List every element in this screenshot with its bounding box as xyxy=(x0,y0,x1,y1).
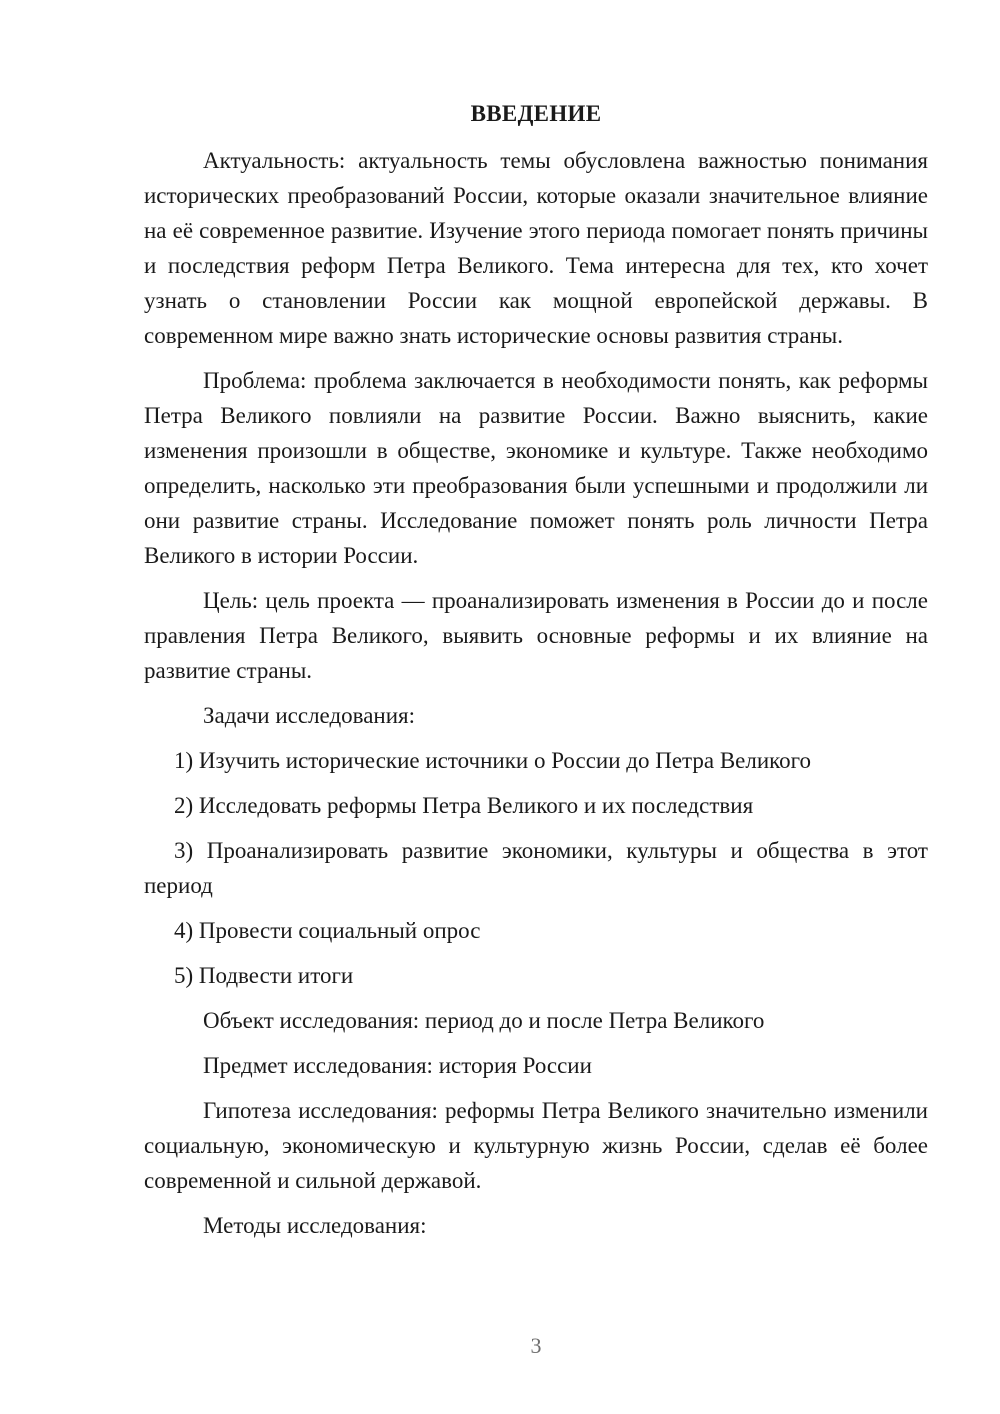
task-item-4: 4) Провести социальный опрос xyxy=(174,918,481,943)
problem-paragraph: Проблема: проблема заключается в необходимости понять, как реформы Петра Великого повлияли на развитие России. Важно выяснить, какие изменения произошли в обществе, экономике и культуре. Также необходимо определить, насколько эти преобразования были успешными и продолжили ли они развитие страны. Исследование поможет понять роль личности Петра Великого в истории России. xyxy=(144,368,928,568)
page-number: 3 xyxy=(530,1333,542,1358)
task-item-1: 1) Изучить исторические источники о России до Петра Великого xyxy=(174,748,812,773)
page-body xyxy=(144,96,928,1253)
tasks-heading: Задачи исследования: xyxy=(203,703,416,728)
task-item-5: 5) Подвести итоги xyxy=(174,963,354,988)
goal-paragraph: Цель: цель проекта — проанализировать изменения в России до и после правления Петра Великого, выявить основные реформы и их влияние на развитие страны. xyxy=(144,588,928,683)
methods-heading: Методы исследования: xyxy=(203,1213,427,1238)
research-subject: Предмет исследования: история России xyxy=(203,1053,592,1078)
task-item-3: 3) Проанализировать развитие экономики, культуры и общества в этот период xyxy=(144,838,928,898)
hypothesis-paragraph: Гипотеза исследования: реформы Петра Великого значительно изменили социальную, экономическую и культурную жизнь России, сделав её более современной и сильной державой. xyxy=(144,1098,928,1193)
research-object: Объект исследования: период до и после Петра Великого xyxy=(203,1008,765,1033)
section-title: ВВЕДЕНИЕ xyxy=(470,101,602,126)
relevance-paragraph: Актуальность: актуальность темы обусловлена важностью понимания исторических преобразований России, которые оказали значительное влияние на её современное развитие. Изучение этого периода помогает понять причины и последствия реформ Петра Великого. Тема интересна для тех, кто хочет узнать о становлении России как мощной европейской державы. В современном мире важно знать исторические основы развития страны. xyxy=(144,148,928,348)
task-item-2: 2) Исследовать реформы Петра Великого и их последствия xyxy=(174,793,754,818)
